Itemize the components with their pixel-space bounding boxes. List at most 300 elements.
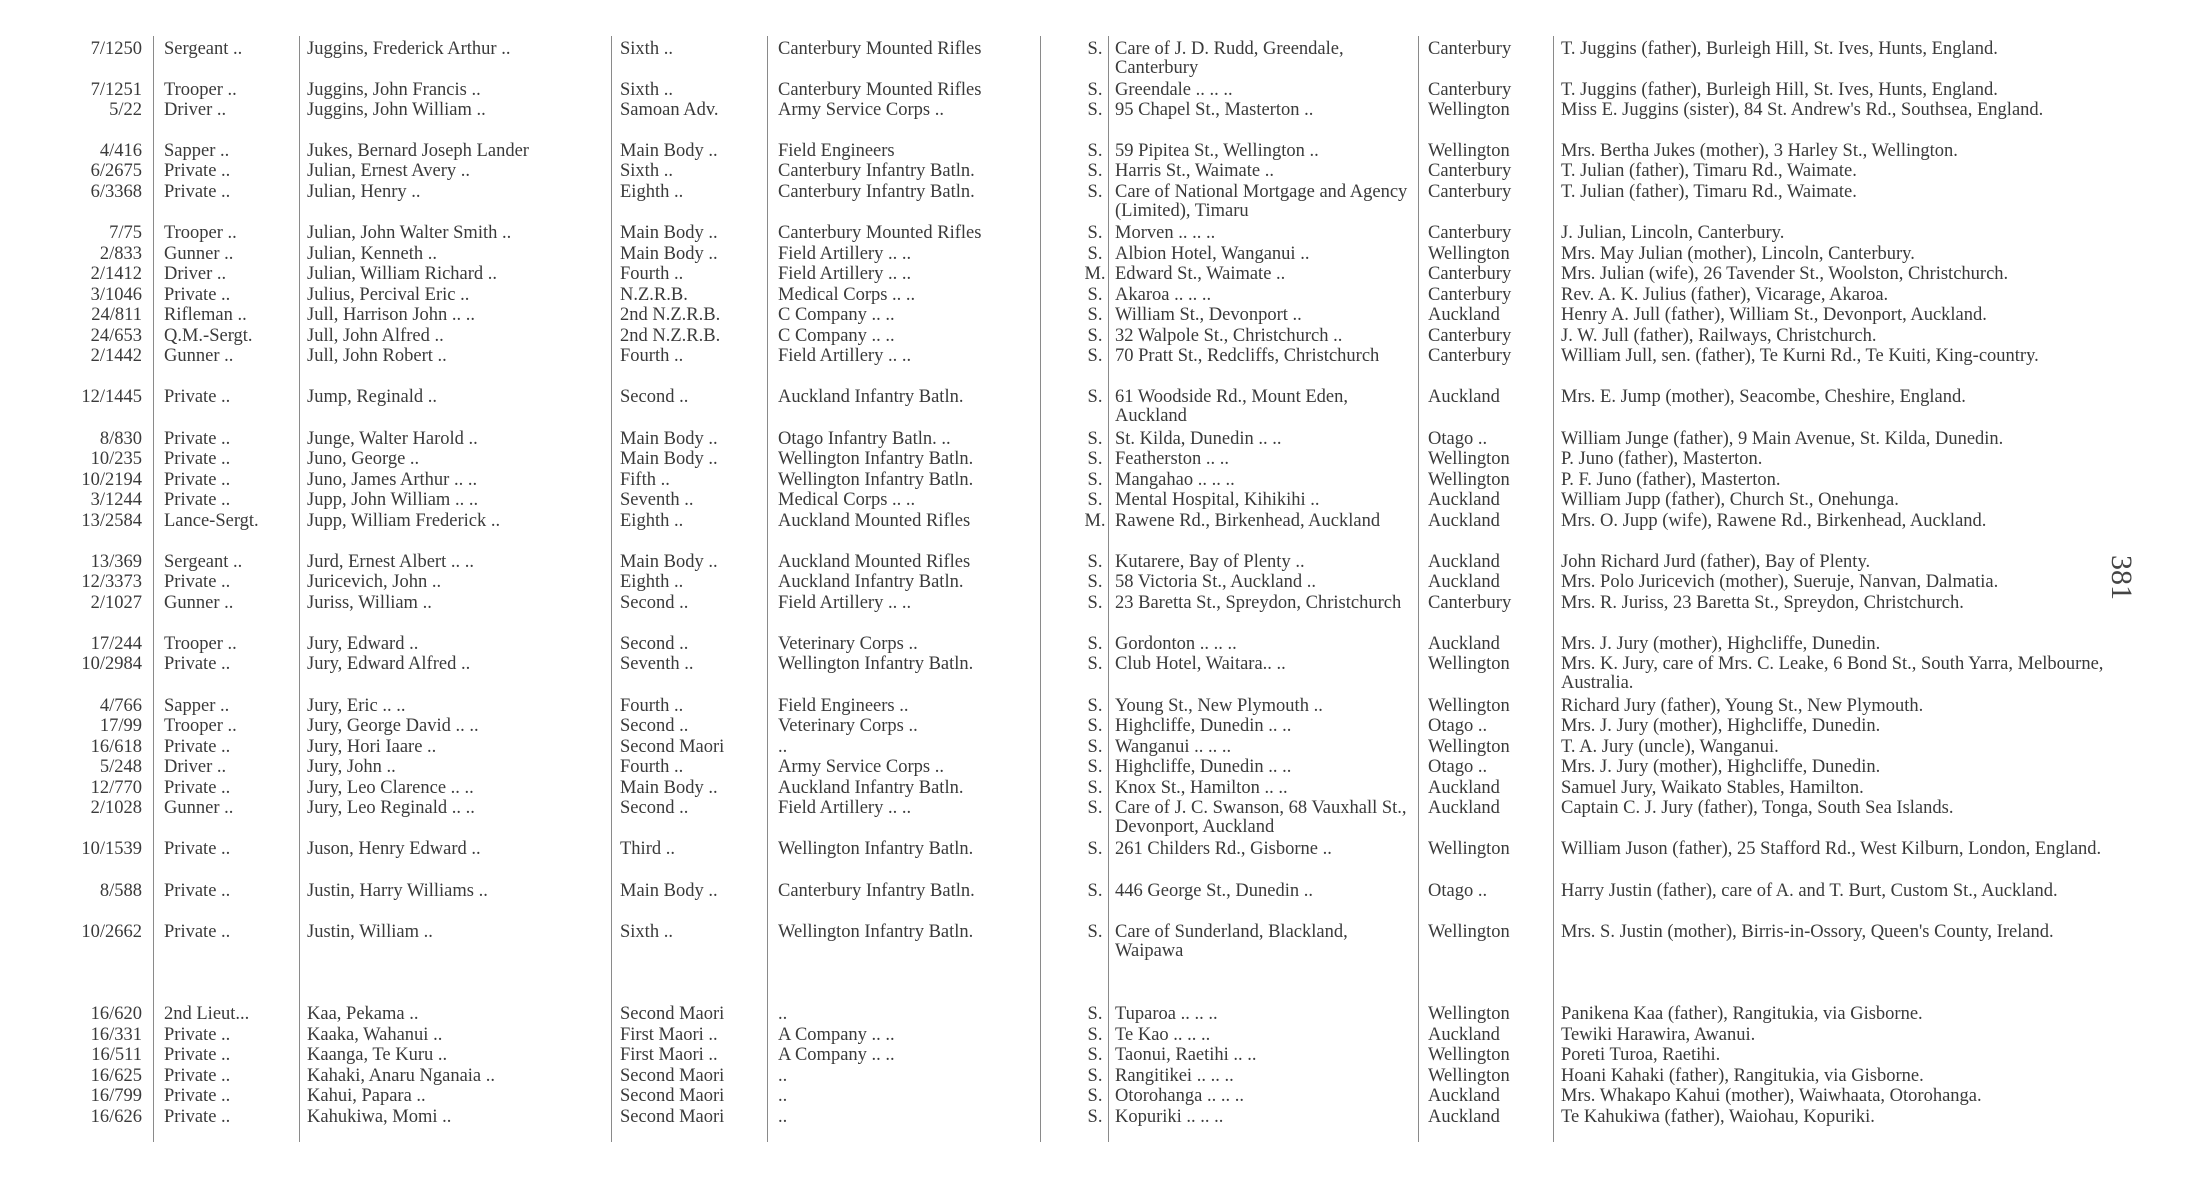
draft: Second .. <box>620 635 689 654</box>
unit: Auckland Infantry Batln. <box>778 779 964 798</box>
next-of-kin: Samuel Jury, Waikato Stables, Hamilton. <box>1561 779 1864 798</box>
unit: Field Artillery .. .. <box>778 265 912 284</box>
draft: Fourth .. <box>620 697 684 716</box>
rank: Private .. <box>164 162 231 181</box>
regimental-number: 7/1251 <box>90 81 142 100</box>
table-row <box>0 306 2120 325</box>
soldier-name: Kahaki, Anaru Nganaia .. <box>307 1067 496 1086</box>
table-row <box>0 512 2120 531</box>
soldier-name: Jurd, Ernest Albert .. .. <box>307 553 474 572</box>
table-row <box>0 758 2120 777</box>
unit: Canterbury Mounted Rifles <box>778 81 982 100</box>
draft: Seventh .. <box>620 491 694 510</box>
draft: Main Body .. <box>620 142 718 161</box>
district: Canterbury <box>1428 162 1512 181</box>
address: Mental Hospital, Kihikihi .. <box>1115 491 1320 510</box>
soldier-name: Julian, Ernest Avery .. <box>307 162 471 181</box>
unit: Auckland Infantry Batln. <box>778 573 964 592</box>
table-row <box>0 347 2120 366</box>
district: Auckland <box>1428 779 1500 798</box>
regimental-number: 10/2194 <box>81 471 142 490</box>
district: Canterbury <box>1428 81 1512 100</box>
marital-status: S. <box>1087 1046 1103 1065</box>
rank: Private .. <box>164 573 231 592</box>
draft: Eighth .. <box>620 573 684 592</box>
table-row <box>0 840 2120 859</box>
unit: Field Artillery .. .. <box>778 594 912 613</box>
table-row <box>0 162 2120 181</box>
address: Greendale .. .. .. <box>1115 81 1233 100</box>
marital-status: S. <box>1087 162 1103 181</box>
page-number: 381 <box>2105 555 2138 600</box>
rank: Lance-Sergt. <box>164 512 259 531</box>
table-row <box>0 40 2120 78</box>
draft: Sixth .. <box>620 923 673 942</box>
next-of-kin: T. Juggins (father), Burleigh Hill, St. Ives, Hunts, England. <box>1561 81 1998 100</box>
district: Auckland <box>1428 573 1500 592</box>
rank: Private .. <box>164 491 231 510</box>
district: Otago .. <box>1428 717 1488 736</box>
table-row <box>0 1087 2120 1106</box>
draft: Second .. <box>620 388 689 407</box>
regimental-number: 3/1244 <box>90 491 142 510</box>
regimental-number: 7/75 <box>109 224 142 243</box>
rank: Private .. <box>164 738 231 757</box>
regimental-number: 13/2584 <box>81 512 142 531</box>
district: Auckland <box>1428 512 1500 531</box>
table-row <box>0 142 2120 161</box>
table-row <box>0 697 2120 716</box>
table-row <box>0 573 2120 592</box>
regimental-number: 10/2662 <box>81 923 142 942</box>
district: Wellington <box>1428 142 1510 161</box>
draft: Main Body .. <box>620 430 718 449</box>
soldier-name: Jull, John Robert .. <box>307 347 447 366</box>
draft: Main Body .. <box>620 553 718 572</box>
regimental-number: 16/626 <box>90 1108 142 1127</box>
rank: Private .. <box>164 1108 231 1127</box>
unit: Canterbury Infantry Batln. <box>778 882 975 901</box>
rank: Rifleman .. <box>164 306 247 325</box>
draft: Main Body .. <box>620 882 718 901</box>
district: Auckland <box>1428 1026 1500 1045</box>
unit: Field Engineers .. <box>778 697 909 716</box>
draft: Second Maori <box>620 1005 725 1024</box>
district: Wellington <box>1428 840 1510 859</box>
rank: Private .. <box>164 388 231 407</box>
regimental-number: 13/369 <box>90 553 142 572</box>
regimental-number: 5/22 <box>109 101 142 120</box>
marital-status: S. <box>1087 1026 1103 1045</box>
district: Auckland <box>1428 635 1500 654</box>
rank: Sapper .. <box>164 697 230 716</box>
unit: Veterinary Corps .. <box>778 717 918 736</box>
marital-status: S. <box>1087 779 1103 798</box>
next-of-kin: William Jupp (father), Church St., Onehunga. <box>1561 491 1899 510</box>
soldier-name: Julian, Kenneth .. <box>307 245 437 264</box>
table-row <box>0 101 2120 120</box>
unit: A Company .. .. <box>778 1026 895 1045</box>
next-of-kin: Mrs. R. Juriss, 23 Baretta St., Spreydon, Christchurch. <box>1561 594 1964 613</box>
soldier-name: Juno, George .. <box>307 450 420 469</box>
address: Featherston .. .. <box>1115 450 1230 469</box>
address: Knox St., Hamilton .. .. <box>1115 779 1288 798</box>
district: Canterbury <box>1428 40 1512 59</box>
marital-status: S. <box>1087 1067 1103 1086</box>
soldier-name: Kaanga, Te Kuru .. <box>307 1046 448 1065</box>
unit: Canterbury Infantry Batln. <box>778 183 975 202</box>
address: Club Hotel, Waitara.. .. <box>1115 655 1286 674</box>
regimental-number: 16/620 <box>90 1005 142 1024</box>
next-of-kin: William Jull, sen. (father), Te Kurni Rd., Te Kuiti, King-country. <box>1561 347 2039 366</box>
table-row <box>0 430 2120 449</box>
draft: Main Body .. <box>620 450 718 469</box>
soldier-name: Jury, Hori Iaare .. <box>307 738 437 757</box>
marital-status: S. <box>1087 471 1103 490</box>
soldier-name: Kaa, Pekama .. <box>307 1005 419 1024</box>
unit: Field Engineers <box>778 142 895 161</box>
unit: Army Service Corps .. <box>778 101 944 120</box>
district: Wellington <box>1428 1067 1510 1086</box>
regimental-number: 8/588 <box>99 882 142 901</box>
draft: 2nd N.Z.R.B. <box>620 327 721 346</box>
address: 95 Chapel St., Masterton .. <box>1115 101 1314 120</box>
address: 70 Pratt St., Redcliffs, Christchurch <box>1115 347 1380 366</box>
address: Gordonton .. .. .. <box>1115 635 1237 654</box>
address: Care of National Mortgage and Agency (Limited), Timaru <box>1115 183 1408 221</box>
marital-status: M. <box>1084 265 1106 284</box>
soldier-name: Jull, Harrison John .. .. <box>307 306 476 325</box>
regimental-number: 2/1412 <box>90 265 142 284</box>
marital-status: S. <box>1087 81 1103 100</box>
draft: Second .. <box>620 799 689 818</box>
next-of-kin: P. F. Juno (father), Masterton. <box>1561 471 1781 490</box>
soldier-name: Justin, William .. <box>307 923 433 942</box>
regimental-number: 12/3373 <box>81 573 142 592</box>
rank: Gunner .. <box>164 594 234 613</box>
soldier-name: Kahui, Papara .. <box>307 1087 426 1106</box>
draft: Second Maori <box>620 738 725 757</box>
rank: Private .. <box>164 655 231 674</box>
next-of-kin: Te Kahukiwa (father), Waiohau, Kopuriki. <box>1561 1108 1875 1127</box>
draft: Seventh .. <box>620 655 694 674</box>
district: Canterbury <box>1428 594 1512 613</box>
draft: Second Maori <box>620 1087 725 1106</box>
table-row <box>0 1046 2120 1065</box>
next-of-kin: Captain C. J. Jury (father), Tonga, South Sea Islands. <box>1561 799 1954 818</box>
rank: Trooper .. <box>164 81 237 100</box>
rank: Private .. <box>164 286 231 305</box>
soldier-name: Jukes, Bernard Joseph Lander <box>307 142 529 161</box>
marital-status: S. <box>1087 286 1103 305</box>
table-row <box>0 923 2120 961</box>
next-of-kin: Mrs. J. Jury (mother), Highcliffe, Dunedin. <box>1561 635 1881 654</box>
draft: Fourth .. <box>620 265 684 284</box>
marital-status: M. <box>1084 512 1106 531</box>
unit: Field Artillery .. .. <box>778 799 912 818</box>
unit: Field Artillery .. .. <box>778 245 912 264</box>
address: 23 Baretta St., Spreydon, Christchurch <box>1115 594 1402 613</box>
draft: Fourth .. <box>620 347 684 366</box>
draft: Fourth .. <box>620 758 684 777</box>
soldier-name: Jull, John Alfred .. <box>307 327 444 346</box>
district: Canterbury <box>1428 224 1512 243</box>
soldier-name: Justin, Harry Williams .. <box>307 882 488 901</box>
address: Mangahao .. .. .. <box>1115 471 1235 490</box>
address: Rawene Rd., Birkenhead, Auckland <box>1115 512 1381 531</box>
regimental-number: 12/1445 <box>81 388 142 407</box>
marital-status: S. <box>1087 450 1103 469</box>
address: Kutarere, Bay of Plenty .. <box>1115 553 1305 572</box>
address: 59 Pipitea St., Wellington .. <box>1115 142 1319 161</box>
table-row <box>0 491 2120 510</box>
table-row <box>0 1026 2120 1045</box>
district: Auckland <box>1428 306 1500 325</box>
regimental-number: 17/99 <box>99 717 142 736</box>
marital-status: S. <box>1087 573 1103 592</box>
draft: Sixth .. <box>620 40 673 59</box>
draft: Main Body .. <box>620 224 718 243</box>
address: Highcliffe, Dunedin .. .. <box>1115 758 1292 777</box>
address: Kopuriki .. .. .. <box>1115 1108 1224 1127</box>
rank: Trooper .. <box>164 635 237 654</box>
address: Harris St., Waimate .. <box>1115 162 1274 181</box>
address: Edward St., Waimate .. <box>1115 265 1286 284</box>
regimental-number: 17/244 <box>90 635 142 654</box>
table-row <box>0 1067 2120 1086</box>
table-row <box>0 594 2120 613</box>
marital-status: S. <box>1087 40 1103 59</box>
district: Otago .. <box>1428 430 1488 449</box>
address: Albion Hotel, Wanganui .. <box>1115 245 1310 264</box>
draft: Second .. <box>620 717 689 736</box>
table-row <box>0 265 2120 284</box>
draft: Sixth .. <box>620 81 673 100</box>
marital-status: S. <box>1087 717 1103 736</box>
address: 32 Walpole St., Christchurch .. <box>1115 327 1343 346</box>
soldier-name: Juggins, John William .. <box>307 101 486 120</box>
marital-status: S. <box>1087 1005 1103 1024</box>
next-of-kin: Mrs. Whakapo Kahui (mother), Waiwhaata, Otorohanga. <box>1561 1087 1982 1106</box>
rank: Sapper .. <box>164 142 230 161</box>
address: 61 Woodside Rd., Mount Eden, Auckland <box>1115 388 1349 426</box>
marital-status: S. <box>1087 224 1103 243</box>
unit: Auckland Mounted Rifles <box>778 553 971 572</box>
soldier-name: Julius, Percival Eric .. <box>307 286 470 305</box>
district: Wellington <box>1428 1046 1510 1065</box>
address: Young St., New Plymouth .. <box>1115 697 1323 716</box>
next-of-kin: Richard Jury (father), Young St., New Plymouth. <box>1561 697 1924 716</box>
table-row <box>0 327 2120 346</box>
address: Wanganui .. .. .. <box>1115 738 1232 757</box>
address: Akaroa .. .. .. <box>1115 286 1212 305</box>
next-of-kin: Miss E. Juggins (sister), 84 St. Andrew's Rd., Southsea, England. <box>1561 101 2044 120</box>
address: 446 George St., Dunedin .. <box>1115 882 1313 901</box>
next-of-kin: Mrs. J. Jury (mother), Highcliffe, Dunedin. <box>1561 717 1881 736</box>
rank: Gunner .. <box>164 347 234 366</box>
rank: Private .. <box>164 430 231 449</box>
soldier-name: Jump, Reginald .. <box>307 388 438 407</box>
table-row <box>0 183 2120 221</box>
unit: Canterbury Mounted Rifles <box>778 224 982 243</box>
rank: Private .. <box>164 471 231 490</box>
marital-status: S. <box>1087 1087 1103 1106</box>
marital-status: S. <box>1087 388 1103 407</box>
district: Wellington <box>1428 450 1510 469</box>
address: Morven .. .. .. <box>1115 224 1216 243</box>
unit: .. <box>778 1005 788 1024</box>
rank: Private .. <box>164 183 231 202</box>
unit: .. <box>778 1067 788 1086</box>
regimental-number: 10/1539 <box>81 840 142 859</box>
unit: C Company .. .. <box>778 306 895 325</box>
next-of-kin: Harry Justin (father), care of A. and T. Burt, Custom St., Auckland. <box>1561 882 2058 901</box>
soldier-name: Julian, Henry .. <box>307 183 421 202</box>
draft: Eighth .. <box>620 183 684 202</box>
marital-status: S. <box>1087 1108 1103 1127</box>
soldier-name: Jupp, John William .. .. <box>307 491 479 510</box>
unit: Wellington Infantry Batln. <box>778 923 974 942</box>
rank: Private .. <box>164 1026 231 1045</box>
marital-status: S. <box>1087 491 1103 510</box>
draft: Second Maori <box>620 1108 725 1127</box>
district: Wellington <box>1428 923 1510 942</box>
unit: Auckland Infantry Batln. <box>778 388 964 407</box>
soldier-name: Jury, Edward Alfred .. <box>307 655 471 674</box>
next-of-kin: T. Julian (father), Timaru Rd., Waimate. <box>1561 162 1857 181</box>
address: 261 Childers Rd., Gisborne .. <box>1115 840 1332 859</box>
draft: Second .. <box>620 594 689 613</box>
soldier-name: Juggins, John Francis .. <box>307 81 481 100</box>
unit: Medical Corps .. .. <box>778 491 916 510</box>
regimental-number: 6/3368 <box>90 183 142 202</box>
unit: .. <box>778 738 788 757</box>
marital-status: S. <box>1087 245 1103 264</box>
next-of-kin: Mrs. May Julian (mother), Lincoln, Canterbury. <box>1561 245 1915 264</box>
marital-status: S. <box>1087 594 1103 613</box>
soldier-name: Julian, William Richard .. <box>307 265 498 284</box>
unit: Army Service Corps .. <box>778 758 944 777</box>
rank: Private .. <box>164 1087 231 1106</box>
soldier-name: Julian, John Walter Smith .. <box>307 224 512 243</box>
rank: Private .. <box>164 1046 231 1065</box>
draft: Main Body .. <box>620 779 718 798</box>
district: Auckland <box>1428 1087 1500 1106</box>
draft: Main Body .. <box>620 245 718 264</box>
table-row <box>0 553 2120 572</box>
table-row <box>0 1005 2120 1024</box>
next-of-kin: Tewiki Harawira, Awanui. <box>1561 1026 1756 1045</box>
draft: Fifth .. <box>620 471 670 490</box>
draft: Samoan Adv. <box>620 101 719 120</box>
rank: Private .. <box>164 923 231 942</box>
district: Canterbury <box>1428 265 1512 284</box>
address: Highcliffe, Dunedin .. .. <box>1115 717 1292 736</box>
next-of-kin: T. A. Jury (uncle), Wanganui. <box>1561 738 1779 757</box>
rank: Gunner .. <box>164 245 234 264</box>
district: Wellington <box>1428 1005 1510 1024</box>
unit: C Company .. .. <box>778 327 895 346</box>
next-of-kin: Mrs. Bertha Jukes (mother), 3 Harley St., Wellington. <box>1561 142 1958 161</box>
unit: Veterinary Corps .. <box>778 635 918 654</box>
table-row <box>0 779 2120 798</box>
unit: .. <box>778 1108 788 1127</box>
rank: Gunner .. <box>164 799 234 818</box>
district: Canterbury <box>1428 286 1512 305</box>
rank: Private .. <box>164 882 231 901</box>
marital-status: S. <box>1087 327 1103 346</box>
marital-status: S. <box>1087 142 1103 161</box>
rank: Private .. <box>164 450 231 469</box>
address: 58 Victoria St., Auckland .. <box>1115 573 1316 592</box>
marital-status: S. <box>1087 347 1103 366</box>
district: Canterbury <box>1428 183 1512 202</box>
marital-status: S. <box>1087 840 1103 859</box>
rank: Private .. <box>164 779 231 798</box>
soldier-name: Juggins, Frederick Arthur .. <box>307 40 511 59</box>
soldier-name: Kahukiwa, Momi .. <box>307 1108 452 1127</box>
unit: Auckland Mounted Rifles <box>778 512 971 531</box>
soldier-name: Juriss, William .. <box>307 594 432 613</box>
table-row <box>0 471 2120 490</box>
district: Otago .. <box>1428 882 1488 901</box>
district: Canterbury <box>1428 327 1512 346</box>
draft: First Maori .. <box>620 1046 718 1065</box>
next-of-kin: Mrs. O. Jupp (wife), Rawene Rd., Birkenhead, Auckland. <box>1561 512 1987 531</box>
unit: Canterbury Infantry Batln. <box>778 162 975 181</box>
table-row <box>0 635 2120 654</box>
marital-status: S. <box>1087 697 1103 716</box>
draft: Eighth .. <box>620 512 684 531</box>
table-row <box>0 388 2120 426</box>
marital-status: S. <box>1087 635 1103 654</box>
unit: Otago Infantry Batln. .. <box>778 430 951 449</box>
draft: Second Maori <box>620 1067 725 1086</box>
rank: Driver .. <box>164 101 227 120</box>
next-of-kin: William Junge (father), 9 Main Avenue, St. Kilda, Dunedin. <box>1561 430 2004 449</box>
regimental-number: 2/1028 <box>90 799 142 818</box>
soldier-name: Kaaka, Wahanui .. <box>307 1026 443 1045</box>
next-of-kin: Mrs. Polo Juricevich (mother), Sueruje, Nanvan, Dalmatia. <box>1561 573 1999 592</box>
soldier-name: Jury, Eric .. .. <box>307 697 406 716</box>
address: St. Kilda, Dunedin .. .. <box>1115 430 1282 449</box>
district: Wellington <box>1428 655 1510 674</box>
soldier-name: Jury, Edward .. <box>307 635 419 654</box>
soldier-name: Jury, John .. <box>307 758 396 777</box>
next-of-kin: John Richard Jurd (father), Bay of Plenty. <box>1561 553 1871 572</box>
unit: Medical Corps .. .. <box>778 286 916 305</box>
rank: Driver .. <box>164 265 227 284</box>
unit: Wellington Infantry Batln. <box>778 450 974 469</box>
table-row <box>0 81 2120 100</box>
address: Care of Sunderland, Blackland, Waipawa <box>1115 923 1348 961</box>
draft: First Maori .. <box>620 1026 718 1045</box>
regimental-number: 3/1046 <box>90 286 142 305</box>
unit: Wellington Infantry Batln. <box>778 471 974 490</box>
draft: 2nd N.Z.R.B. <box>620 306 721 325</box>
district: Canterbury <box>1428 347 1512 366</box>
next-of-kin: Rev. A. K. Julius (father), Vicarage, Akaroa. <box>1561 286 1889 305</box>
next-of-kin: Panikena Kaa (father), Rangitukia, via Gisborne. <box>1561 1005 1923 1024</box>
district: Auckland <box>1428 799 1500 818</box>
regimental-number: 16/799 <box>90 1087 142 1106</box>
regimental-number: 12/770 <box>90 779 142 798</box>
soldier-name: Juson, Henry Edward .. <box>307 840 481 859</box>
address: Rangitikei .. .. .. <box>1115 1067 1234 1086</box>
table-row <box>0 882 2120 901</box>
regimental-number: 6/2675 <box>90 162 142 181</box>
draft: Third .. <box>620 840 675 859</box>
